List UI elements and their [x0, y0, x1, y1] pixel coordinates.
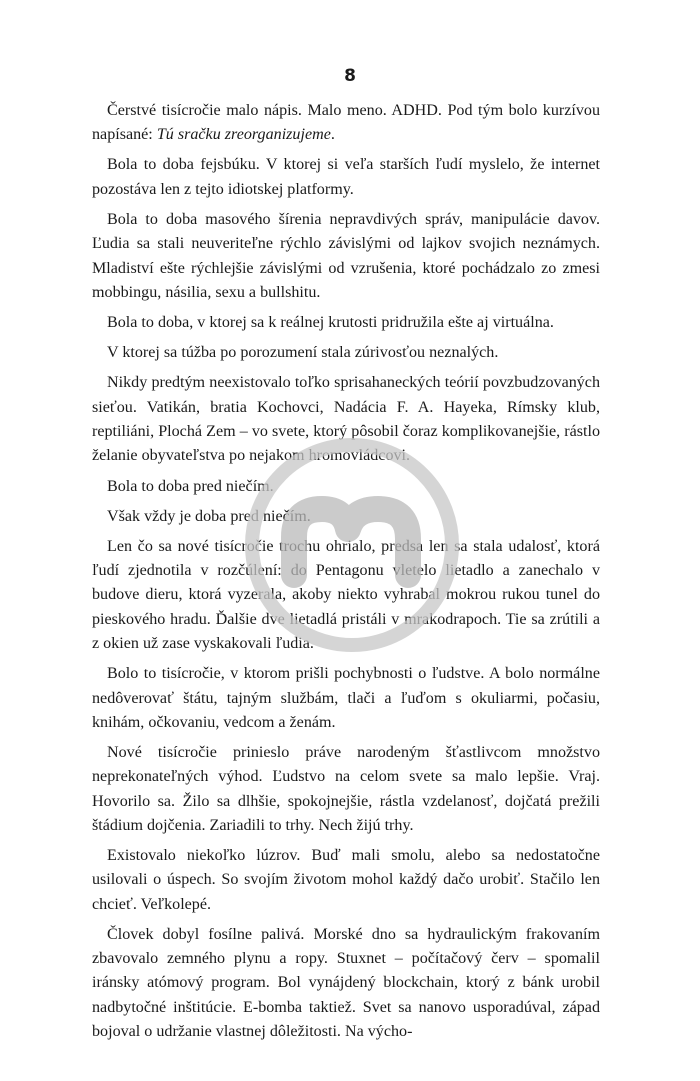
- paragraph: Bolo to tisícročie, v ktorom prišli pochybnosti o ľudstve. A bolo normálne nedôverovať štátu, tajným službám, tlači a ľuďom s okuliarmi, počasiu, knihám, očkovaniu, vedcom a ženám.: [92, 665, 600, 731]
- paragraph: Človek dobyl fosílne palivá. Morské dno sa hydraulickým frakovaním zbavovalo zemného plynu a ropy. Stuxnet – počítačový červ – spomalil iránsky atómový program. Bol vynájdený blockchain, ktorý z bánk urobil nadbytočné inštitúcie. E-bomba taktiež. Svet sa nanovo usporadúval, západ bojoval o udržanie vlastnej dôležitosti. Na výcho-: [92, 925, 600, 1041]
- page-number: 8: [344, 66, 356, 86]
- italic-phrase: Tú sračku zreorganizujeme: [156, 126, 331, 144]
- paragraph: Nikdy predtým neexistovalo toľko sprisahaneckých teórií povzbudzovaných sieťou. Vatikán, bratia Kochovci, Nadácia F. A. Hayeka, Rímsky klub, reptiliáni, Plochá Zem – vo svete, ktorý pôsobil čoraz komplikovanejšie, rástlo želanie obyvateľstva po nejakom hromovládcovi.: [92, 374, 600, 465]
- paragraph: Nové tisícročie prinieslo práve narodeným šťastlivcom množstvo neprekonateľných výhod. Ľudstvo na celom svete sa malo lepšie. Vraj. Hovorilo sa. Žilo sa dlhšie, spokojnejšie, rástla vzdelanosť, dojčatá prežili štádium dojčenia. Zariadili to trhy. Nech žijú trhy.: [92, 744, 600, 834]
- paragraph: Čerstvé tisícročie malo nápis. Malo meno. ADHD. Pod tým bolo kurzívou napísané: Tú sračku zreorganizujeme.: [92, 102, 600, 144]
- paragraph: Bola to doba masového šírenia nepravdivých správ, manipulácie davov. Ľudia sa stali neuveriteľne rýchlo závislými od lajkov svojich neznámych. Mladiství ešte rýchlejšie závislými od vzrušenia, ktoré pochádzalo zo zmesi mobbingu, násilia, sexu a bullshitu.: [92, 210, 600, 301]
- paragraph: Existovalo niekoľko lúzrov. Buď mali smolu, alebo sa nedostatočne usilovali o úspech. So svojím životom mohol každý dačo urobiť. Stačilo len chcieť. Veľkolepé.: [92, 847, 600, 913]
- paragraph: Však vždy je doba pred niečím.: [107, 507, 311, 525]
- paragraph: Bola to doba pred niečím.: [107, 477, 274, 495]
- paragraph: Len čo sa nové tisícročie trochu ohrialo, predsa len sa stala udalosť, ktorá ľudí zjednotila v rozčúlení: do Pentagonu vletelo lietadlo a zanechalo v budove dieru, ktorá vyzerala, akoby niekto vyhrabal mokrou rukou tunel do pieskového hradu. Ďalšie dve lietadlá pristáli v mrakodrapoch. Tie sa zrútili a z okien už zase vyskakovali ľudia.: [92, 537, 600, 653]
- paragraph: Bola to doba fejsbúku. V ktorej si veľa starších ľudí myslelo, že internet pozostáva len z tejto idiotskej platformy.: [92, 156, 600, 198]
- text-body: [92, 99, 600, 1050]
- paragraph: V ktorej sa túžba po porozumení stala zúrivosťou neznalých.: [107, 344, 499, 362]
- paragraph: Bola to doba, v ktorej sa k reálnej krutosti pridružila ešte aj virtuálna.: [107, 314, 554, 332]
